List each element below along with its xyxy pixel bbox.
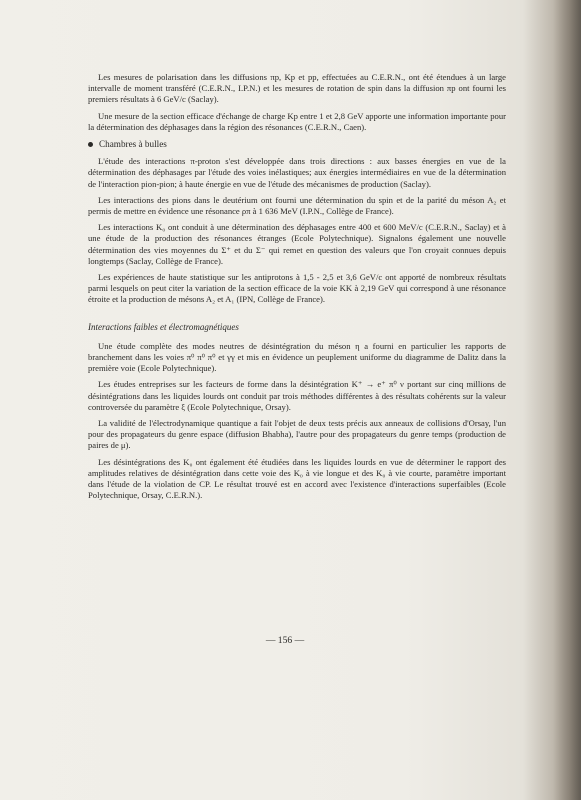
paragraph-antiprotons: Les expériences de haute statistique sur les antiprotons à 1,5 - 2,5 et 3,6 GeV/c ont apporté de nombreux résultats parmi lesquels on peut citer la variation de la section efficace de la voie KK à 2,19 GeV qui correspond à une résonance étroite et la production de mésons A₂ et A₁ (IPN, Collège de France). (88, 272, 506, 305)
page-edge-shadow (553, 0, 581, 800)
paragraph-k-interactions: Les interactions K₀ ont conduit à une détermination des déphasages entre 400 et 600 MeV/c (C.E.R.N., Saclay) et à une étude de la production des résonances étranges (Ecole Polytechnique). Signalons également une nouvelle détermination des vies moyennes du Σ⁺ et du Σ⁻ qui remet en question des valeurs que l'on croyait connues depuis longtemps (Saclay, Collège de France). (88, 222, 506, 266)
paragraph-polarisation: Les mesures de polarisation dans les diffusions πp, Kp et pp, effectuées au C.E.R.N., ont été étendues à un large intervalle de moment transféré (C.E.R.N., I.P.N.) et les mesures de rotation de spin dans la diffusion πp ont fourni les premiers résultats à 6 GeV/c (Saclay). (88, 72, 506, 105)
document-page (88, 72, 506, 507)
page-number: — 156 — (265, 635, 305, 646)
paragraph-qed: La validité de l'électrodynamique quantique a fait l'objet de deux tests précis aux anneaux de collisions d'Orsay, l'un pour des propagateurs du genre espace (diffusion Bhabha), l'autre pour des propagateurs du genre temps (production de paires de μ). (88, 418, 506, 451)
paragraph-charge-exchange: Une mesure de la section efficace d'échange de charge Kp entre 1 et 2,8 GeV apporte une information importante pour la détermination des déphasages dans la région des résonances (C.E.R.N., Caen). (88, 110, 506, 132)
bullet-icon (88, 142, 93, 147)
paragraph-pion-proton: L'étude des interactions π-proton s'est développée dans trois directions : aux basses énergies en vue de la détermination des déphasages par l'étude des voies inélastiques; aux énergies intermédiaires en vue de la détermination de l'interaction pion-pion; à haute énergie en vue de l'étude des mécanismes de production (Saclay). (88, 156, 506, 189)
paragraph-eta-meson: Une étude complète des modes neutres de désintégration du méson η a fourni en particulier les rapports de branchement dans les voies π⁰ π⁰ π⁰ et γγ et mis en évidence un peuplement uniforme du diagramme de Dalitz dans la première voie (Ecole Polytechnique). (88, 340, 506, 374)
section-heading-bubble-chambers (88, 139, 506, 150)
paragraph-k0-decays: Les désintégrations des K₀ ont également été étudiées dans les liquides lourds en vue de déterminer le rapport des amplitudes relatives de désintégration dans cette voie des K₀ à vie longue et des K₀ à vie courte, paramètre important dans l'étude de la violation de CP. Le résultat trouvé est en accord avec l'existence d'interactions superfaibles (Ecole Polytechnique, Orsay, C.E.R.N.). (88, 456, 506, 501)
paragraph-deuterium: Les interactions des pions dans le deutérium ont fourni une détermination du spin et de la parité du méson A₂ et permis de mettre en évidence une résonance ρπ à 1 636 MeV (I.P.N., Collège de France). (88, 194, 506, 217)
section-title-bubble-chambers: Chambres à bulles (99, 139, 167, 150)
paragraph-form-factors: Les études entreprises sur les facteurs de forme dans la désintégration K⁺ → e⁺ π⁰ ν portant sur cinq millions de désintégrations dans les liquides lourds ont conduit par trois méthodes différentes à des résultats cohérents sur la valeur controversée du paramètre ξ (Ecole Polytechnique, Orsay). (88, 379, 506, 412)
section-title-weak-interactions: Interactions faibles et électromagnétiques (88, 321, 239, 332)
